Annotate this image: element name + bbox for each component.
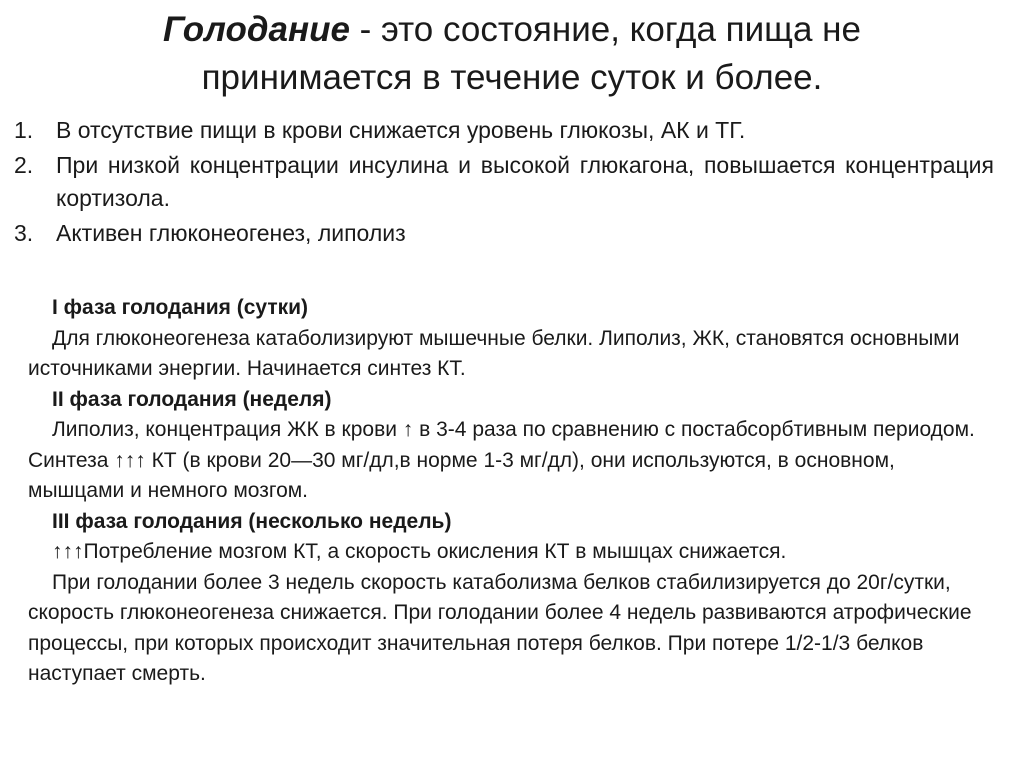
list-item-number: 2. (14, 152, 34, 178)
list-item (14, 149, 994, 215)
title-definition: - это состояние, когда пища не принимается в течение суток и более. (201, 10, 861, 97)
phase-2-heading: II фаза голодания (неделя) (52, 387, 332, 411)
phase-1-heading: I фаза голодания (сутки) (52, 296, 309, 319)
phase-3-text: ↑↑↑Потребление мозгом КТ, а скорость окисления КТ в мышцах снижается. (52, 540, 787, 563)
list-item-number: 1. (14, 117, 34, 143)
fasting-phases (28, 293, 980, 690)
list-item (14, 114, 994, 147)
phase-3-heading: III фаза голодания (несколько недель) (52, 509, 452, 533)
list-item-number: 3. (14, 220, 34, 246)
phase-1-text: Для глюконеогенеза катаболизируют мышечные белки. Липолиз, ЖК, становятся основными источниками энергии. Начинается синтез КТ. (28, 326, 960, 380)
numbered-list (14, 114, 994, 252)
list-item-text: В отсутствие пищи в крови снижается уровень глюкозы, АК и ТГ. (56, 117, 746, 143)
list-item (14, 217, 994, 250)
title-term: Голодание (163, 10, 350, 49)
phase-2-text: Липолиз, концентрация ЖК в крови ↑ в 3-4 раза по сравнению с постабсорбтивным периодом. Синтеза ↑↑↑ КТ (в крови 20—30 мг/дл,в норме 1-3 мг/дл), они используются, в основном, мышцами и немного мозгом. (28, 418, 975, 502)
list-item-text: Активен глюконеогенез, липолиз (56, 220, 406, 246)
final-paragraph: При голодании более 3 недель скорость катаболизма белков стабилизируется до 20г/сутки, скорость глюконеогенеза снижается. При голодании более 4 недель развиваются атрофические процессы, при которых происходит значительная потеря белков. При потере 1/2-1/3 белков наступает смерть. (28, 570, 972, 685)
slide-title (60, 6, 964, 102)
list-item-text: При низкой концентрации инсулина и высокой глюкагона, повышается концентрация кортизола. (56, 152, 994, 211)
